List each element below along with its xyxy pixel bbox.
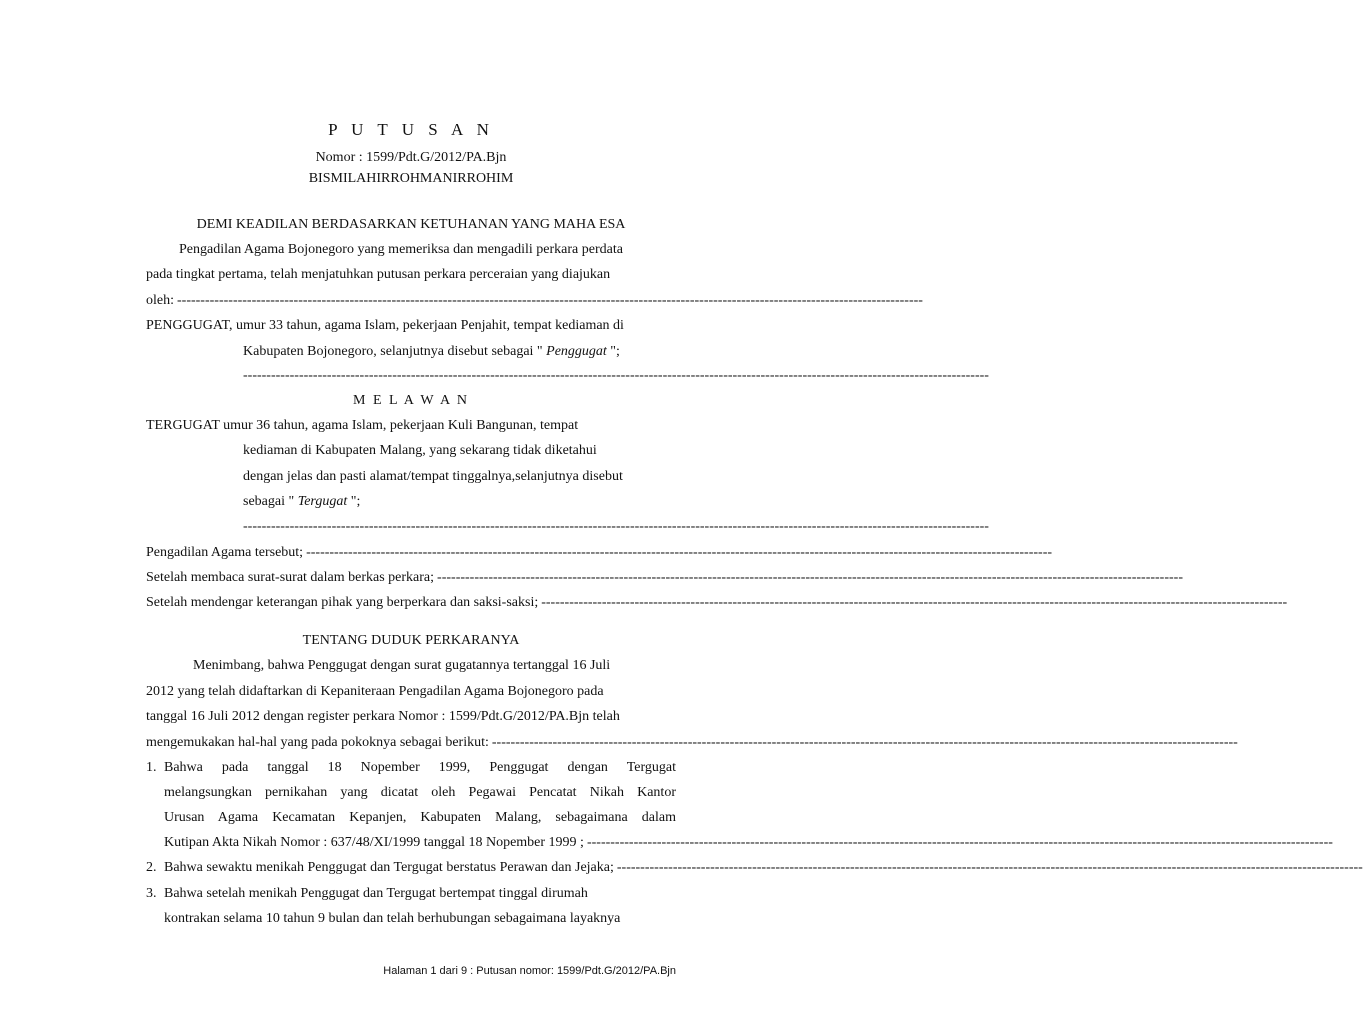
statement-3 xyxy=(146,595,1288,612)
dash-leader: ---------------------------------------------------------------------------------------------------------------------------------------------------------------- xyxy=(243,519,989,534)
dash-leader: ---------------------------------------------------------------------------------------------------------------------------------------------------------------- xyxy=(437,570,1183,585)
document-title: P U T U S A N xyxy=(328,120,494,139)
statement-1 xyxy=(146,545,1053,562)
tergugat-italic: Tergugat xyxy=(297,494,348,509)
item-1-line-1: Bahwa pada tanggal 18 Nopember 1999, Penggugat dengan Tergugat xyxy=(164,760,676,775)
tergugat-text: sebagai " xyxy=(243,494,295,509)
tergugat-line-3: dengan jelas dan pasti alamat/tempat tinggalnya,selanjutnya disebut xyxy=(243,469,623,484)
case-number: Nomor : 1599/Pdt.G/2012/PA.Bjn xyxy=(315,150,507,165)
penggugat-italic: Penggugat xyxy=(546,344,607,359)
item-3-line-1: Bahwa setelah menikah Penggugat dan Tergugat bertempat tinggal dirumah xyxy=(164,886,588,901)
tergugat-line-2: kediaman di Kabupaten Malang, yang sekarang tidak diketahui xyxy=(243,443,597,458)
item-1-line-2: melangsungkan pernikahan yang dicatat oleh Pegawai Pencatat Nikah Kantor xyxy=(164,785,676,800)
item-2-line-1 xyxy=(164,860,1363,877)
item-2-number: 2. xyxy=(146,860,157,875)
page-footer: Halaman 1 dari 9 : Putusan nomor: 1599/Pdt.G/2012/PA.Bjn xyxy=(383,965,676,977)
statement-text: Pengadilan Agama tersebut; xyxy=(146,545,304,560)
basmalah: BISMILAHIRROHMANIRROHIM xyxy=(308,171,514,186)
irah-irah: DEMI KEADILAN BERDASARKAN KETUHANAN YANG MAHA ESA xyxy=(196,217,626,232)
item-3-number: 3. xyxy=(146,886,157,901)
dash-leader: ---------------------------------------------------------------------------------------------------------------------------------------------------------------- xyxy=(243,368,989,383)
menimbang-line-2: 2012 yang telah didaftarkan di Kepaniteraan Pengadilan Agama Bojonegoro pada xyxy=(146,684,604,699)
intro-line-2: pada tingkat pertama, telah menjatuhkan putusan perkara perceraian yang diajukan xyxy=(146,267,611,282)
intro-line-1: Pengadilan Agama Bojonegoro yang memeriksa dan mengadili perkara perdata xyxy=(179,242,623,257)
dash-leader: ---------------------------------------------------------------------------------------------------------------------------------------------------------------- xyxy=(177,293,923,308)
menimbang-text: mengemukakan hal-hal yang pada pokoknya sebagai berikut: xyxy=(146,735,489,750)
statement-text: Setelah mendengar keterangan pihak yang berperkara dan saksi-saksi; xyxy=(146,595,539,610)
intro-line-3 xyxy=(146,293,923,310)
item-1-number: 1. xyxy=(146,760,157,775)
menimbang-line-3: tanggal 16 Juli 2012 dengan register perkara Nomor : 1599/Pdt.G/2012/PA.Bjn telah xyxy=(146,709,620,724)
menimbang-line-1: Menimbang, bahwa Penggugat dengan surat gugatannya tertanggal 16 Juli xyxy=(193,658,611,673)
statement-2 xyxy=(146,570,1183,587)
penggugat-dash-line xyxy=(243,368,989,385)
item-1-text: Kutipan Akta Nikah Nomor : 637/48/XI/1999 tanggal 18 Nopember 1999 ; xyxy=(164,835,584,850)
tergugat-line-1: TERGUGAT umur 36 tahun, agama Islam, pekerjaan Kuli Bangunan, tempat xyxy=(146,418,579,433)
menimbang-line-4 xyxy=(146,735,1238,752)
item-1-line-3: Urusan Agama Kecamatan Kepanjen, Kabupaten Malang, sebagaimana dalam xyxy=(164,810,676,825)
tergugat-suffix: "; xyxy=(350,494,361,509)
intro-oleh: oleh: xyxy=(146,293,174,308)
penggugat-line-1: PENGGUGAT, umur 33 tahun, agama Islam, pekerjaan Penjahit, tempat kediaman di xyxy=(146,318,624,333)
statement-text: Setelah membaca surat-surat dalam berkas perkara; xyxy=(146,570,435,585)
item-2-text: Bahwa sewaktu menikah Penggugat dan Tergugat berstatus Perawan dan Jejaka; xyxy=(164,860,614,875)
dash-leader: ---------------------------------------------------------------------------------------------------------------------------------------------------------------- xyxy=(541,595,1288,610)
tergugat-dash-line xyxy=(243,519,989,536)
dash-leader: ---------------------------------------------------------------------------------------------------------------------------------------------------------------- xyxy=(306,545,1053,560)
penggugat-text: Kabupaten Bojonegoro, selanjutnya disebut sebagai " xyxy=(243,344,543,359)
tergugat-line-4 xyxy=(243,494,676,511)
item-3-line-2: kontrakan selama 10 tahun 9 bulan dan telah berhubungan sebagaimana layaknya xyxy=(164,911,621,926)
dash-leader: ---------------------------------------------------------------------------------------------------------------------------------------------------------------- xyxy=(616,860,1363,875)
item-1-line-4 xyxy=(164,835,1333,852)
dash-leader: ---------------------------------------------------------------------------------------------------------------------------------------------------------------- xyxy=(491,735,1238,750)
penggugat-line-2 xyxy=(243,344,676,361)
penggugat-suffix: "; xyxy=(610,344,620,359)
melawan-heading: M E L A W A N xyxy=(353,393,469,408)
dash-leader: ---------------------------------------------------------------------------------------------------------------------------------------------------------------- xyxy=(586,835,1333,850)
section-title: TENTANG DUDUK PERKARANYA xyxy=(302,633,520,648)
